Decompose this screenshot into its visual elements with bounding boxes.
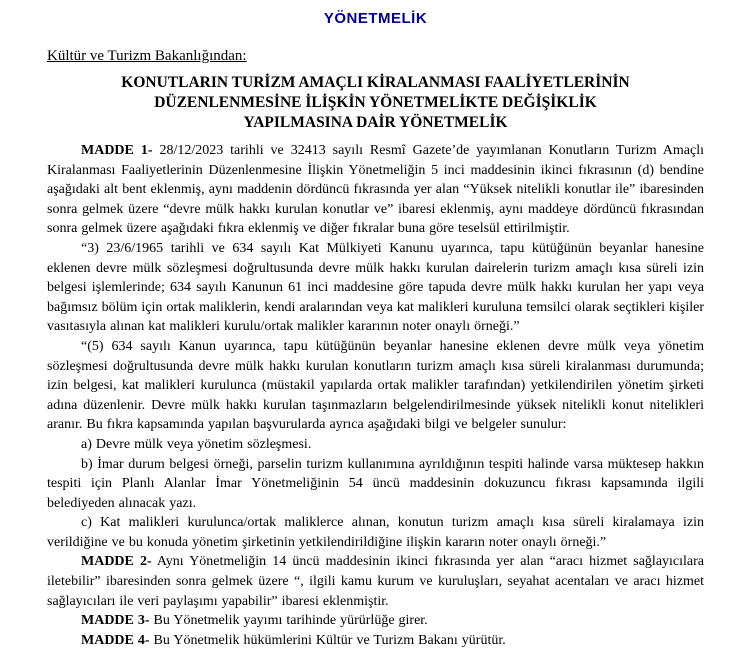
paragraph-madde-1 [47,141,704,239]
article-label: MADDE 2- [81,554,152,570]
paragraph-text: Aynı Yönetmeliğin 14 üncü maddesinin ikinci fıkrasında yer alan “aracı hizmet sağlayıcılara iletebilir” ibaresinden sonra gelmek üzere “, ilgili kamu kurum ve kuruluşları, seyahat acentaları ve aracı hizmet sağlayıcıları ile veri paylaşımı yapabilir” ibaresi eklenmiştir. [47,554,704,609]
paragraph-madde-3 [47,611,704,631]
paragraph-text: c) Kat malikleri kurulunca/ortak maliklerce alınan, konutun turizm amaçlı kısa süreli kiralamaya izin verildiğine ve bu konuda yönetim şirketinin yetkilendirildiğine ilişkin kararın noter onaylı örneği.” [47,515,704,550]
paragraph-text: 28/12/2023 tarihli ve 32413 sayılı Resmî Gazete’de yayımlanan Konutların Turizm Amaçlı Kiralanması Faaliyetlerinin Düzenlenmesine İlişkin Yönetmeliğin 5 inci maddesinin ikinci fıkrasının (d) bendine aşağıdaki alt bent eklenmiş, aynı maddenin dördüncü fıkrasında yer alan “Yüksek nitelikli konutlar ile” ibaresinden sonra gelmek üzere “devre mülk hakkı kurulan konutlar ve” ibaresi eklenmiş, aynı maddeye dördüncü fıkrasından sonra gelmek üzere aşağıdaki fıkra eklenmiş ve diğer fıkralar buna göre teselsül ettirilmiştir. [47,143,705,237]
regulation-body [47,141,704,650]
paragraph-text: b) İmar durum belgesi örneği, parselin turizm kullanımına ayrıldığının tespiti halinde varsa müktesep hakkın tespiti için Planlı Alanlar İmar Yönetmeliğinin 54 üncü maddesinin dokuzuncu fıkrası kapsamında ilgili belediyeden alınacak yazı. [47,456,704,511]
regulation-title-line-1: KONUTLARIN TURİZM AMAÇLI KİRALANMASI FAALİYETLERİNİN [121,74,630,91]
paragraph-text: Bu Yönetmelik yayımı tarihinde yürürlüğe girer. [149,613,428,629]
paragraph-item-a [47,435,704,455]
paragraph-text: a) Devre mülk veya yönetim sözleşmesi. [81,436,312,452]
article-label: MADDE 3- [81,613,150,629]
paragraph-madde-2 [47,552,704,611]
paragraph-added-subclause-3 [47,239,704,337]
paragraph-item-c [47,513,704,552]
paragraph-added-clause-5 [47,337,704,435]
article-label: MADDE 1- [81,143,153,158]
paragraph-text: “(5) 634 sayılı Kanun uyarınca, tapu kütüğünün beyanlar hanesine eklenen devre mülk veya yönetim sözleşmesi doğrultusunda devre mülk hakkı kurulan konutların turizm amaçlı kısa süreli kiralanması durumunda; izin belgesi, kat malikleri kurulunca (müstakil yapılarda ortak malikler tarafından) yetkilendirilen yönetim şirketi adına düzenlenir. Devre mülk hakkı kurulan taşınmazların belgelendirilmesinde yüksek nitelikli konut nitelikleri aranır. Bu fıkra kapsamında yapılan başvurularda ayrıca aşağıdaki bilgi ve belgeler sunulur: [47,338,704,433]
article-label: MADDE 4- [81,632,150,648]
paragraph-madde-4 [47,631,704,651]
issuing-ministry-line: Kültür ve Turizm Bakanlığından: [47,48,247,64]
paragraph-text: “3) 23/6/1965 tarihli ve 634 sayılı Kat Mülkiyeti Kanunu uyarınca, tapu kütüğünün beyanlar hanesine eklenen devre mülk sözleşmesi doğrultusunda devre mülk hakkı kurulan dairelerin turizm amaçlı kısa süreli izin belgesi işlemlerinde; 634 sayılı Kanunun 61 inci maddesine göre tapuda devre mülk hakkı kurulan her yapı veya bağımsız bölüm için ortak maliklerin, kendi aralarından veya kat malikleri kuruluna temsilci olarak seçtikleri kişiler vasıtasıyla alınan kat malikleri kurulu/ortak malikler kararının noter onaylı örneği.” [47,240,704,335]
gazette-section-heading: YÖNETMELİK [323,10,428,27]
paragraph-text: Bu Yönetmelik hükümlerini Kültür ve Turizm Bakanı yürütür. [149,632,506,648]
regulation-title-line-3: YAPILMASINA DAİR YÖNETMELİK [243,114,508,131]
paragraph-item-b [47,455,704,514]
regulation-title-line-2: DÜZENLENMESİNE İLİŞKİN YÖNETMELİKTE DEĞİŞİKLİK [154,94,597,111]
regulation-title [47,73,704,133]
